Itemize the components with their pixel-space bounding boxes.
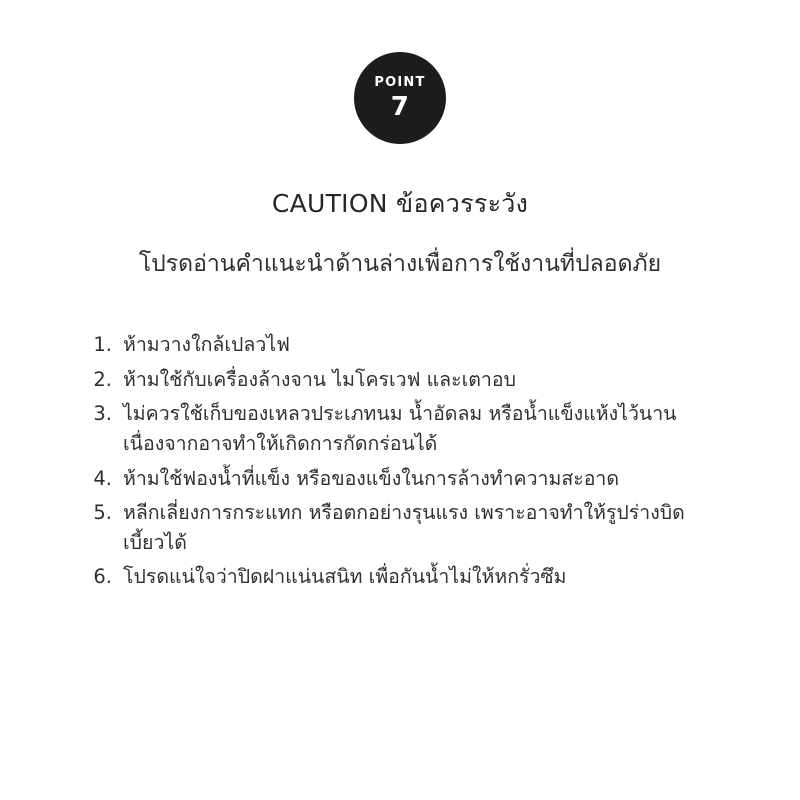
list-item-number: 2. xyxy=(93,367,112,391)
list-item-text: หลีกเลี่ยงการกระแทก หรือตกอย่างรุนแรง เพราะอาจทำให้รูปร่างบิดเบี้ยวได้ xyxy=(123,501,685,554)
list-item-number: 5. xyxy=(93,501,112,525)
list-item-number: 1. xyxy=(93,333,112,356)
list-item xyxy=(82,399,710,458)
list-item xyxy=(82,562,710,592)
point-badge-container xyxy=(0,0,800,144)
caution-list xyxy=(0,330,800,592)
list-item-text: ไม่ควรใช้เก็บของเหลวประเภทนม น้ำอัดลม หรือน้ำแข็งแห้งไว้นาน เนื่องจากอาจทำให้เกิดการกัดกร่อนได้ xyxy=(123,402,677,455)
list-item-text: ห้ามใช้ฟองน้ำที่แข็ง หรือของแข็งในการล้างทำความสะอาด xyxy=(123,466,620,490)
list-item xyxy=(82,330,710,360)
list-item-text: ห้ามใช้กับเครื่องล้างจาน ไมโครเวฟ และเตาอบ xyxy=(123,367,516,391)
list-item-number: 6. xyxy=(93,565,112,589)
page-title: CAUTION ข้อควรระวัง xyxy=(271,189,529,218)
list-item xyxy=(82,464,710,494)
list-item xyxy=(82,498,710,557)
list-item-number: 3. xyxy=(93,402,112,426)
page-subtitle: โปรดอ่านคำแนะนำด้านล่างเพื่อการใช้งานที่ปลอดภัย xyxy=(138,251,662,277)
list-item-text: ห้ามวางใกล้เปลวไฟ xyxy=(123,333,290,356)
point-badge-label: POINT xyxy=(374,75,426,90)
list-item xyxy=(82,365,710,395)
list-item-number: 4. xyxy=(93,466,112,490)
list-item-text: โปรดแน่ใจว่าปิดฝาแน่นสนิท เพื่อกันน้ำไม่ให้หกรั่วซึม xyxy=(123,565,567,589)
point-badge xyxy=(354,52,446,144)
point-badge-number: 7 xyxy=(390,92,410,122)
